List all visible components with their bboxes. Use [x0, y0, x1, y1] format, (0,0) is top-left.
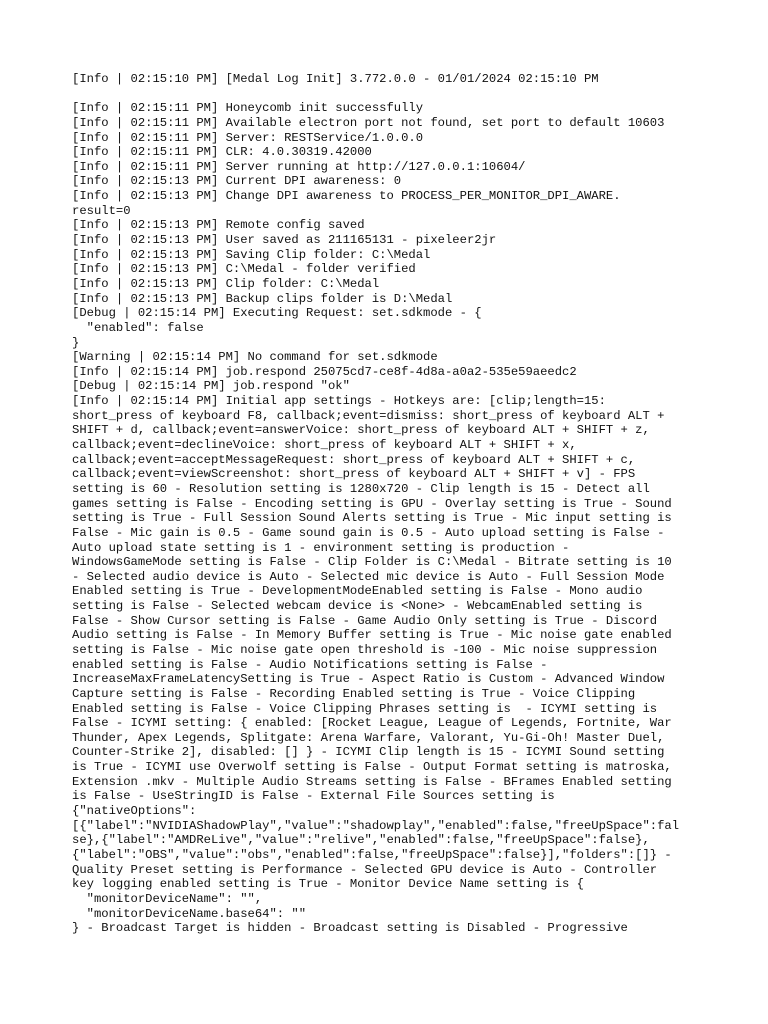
log-line: [Debug | 02:15:14 PM] Executing Request: set.sdkmode - { — [72, 306, 482, 321]
log-line: [Info | 02:15:11 PM] Available electron port not found, set port to default 10603 — [72, 115, 665, 130]
log-line: {"nativeOptions": — [72, 804, 197, 819]
log-line: setting is True - Full Session Sound Alerts setting is True - Mic input setting is — [72, 511, 672, 526]
log-line: callback;event=acceptMessageRequest: short_press of keyboard ALT + SHIFT + c, — [72, 452, 636, 467]
log-line: SHIFT + d, callback;event=answerVoice: short_press of keyboard ALT + SHIFT + z, — [72, 423, 650, 438]
log-line: [Info | 02:15:13 PM] C:\Medal - folder verified — [72, 262, 416, 277]
log-text — [72, 72, 696, 936]
log-line: Quality Preset setting is Performance - Selected GPU device is Auto - Controller — [72, 862, 658, 877]
log-line: se},{"label":"AMDReLive","value":"relive","enabled":false,"freeUpSpace":false}, — [72, 833, 650, 848]
log-line: [Warning | 02:15:14 PM] No command for set.sdkmode — [72, 350, 438, 365]
log-line: False - Mic gain is 0.5 - Game sound gain is 0.5 - Auto upload setting is False - — [72, 525, 665, 540]
log-line: [Info | 02:15:11 PM] Honeycomb init successfully — [72, 101, 424, 116]
log-line: [Info | 02:15:14 PM] Initial app settings - Hotkeys are: [clip;length=15: — [72, 394, 606, 409]
log-line: [Info | 02:15:14 PM] job.respond 25075cd7-ce8f-4d8a-a0a2-535e59aeedc2 — [72, 364, 577, 379]
log-line: enabled setting is False - Audio Notifications setting is False - — [72, 657, 548, 672]
log-line: setting is False - Selected webcam device is <None> - WebcamEnabled setting is — [72, 599, 643, 614]
log-line: callback;event=declineVoice: short_press of keyboard ALT + SHIFT + x, — [72, 438, 577, 453]
log-line: IncreaseMaxFrameLatencySetting is True - Aspect Ratio is Custom - Advanced Window — [72, 672, 665, 687]
log-line: WindowsGameMode setting is False - Clip Folder is C:\Medal - Bitrate setting is 10 — [72, 555, 672, 570]
log-line: [Debug | 02:15:14 PM] job.respond "ok" — [72, 379, 350, 394]
log-line: {"label":"OBS","value":"obs","enabled":false,"freeUpSpace":false}],"folders":[]} - — [72, 847, 672, 862]
log-line: Extension .mkv - Multiple Audio Streams setting is False - BFrames Enabled setting — [72, 774, 672, 789]
log-line: [Info | 02:15:11 PM] CLR: 4.0.30319.42000 — [72, 145, 372, 160]
log-line: setting is 60 - Resolution setting is 1280x720 - Clip length is 15 - Detect all — [72, 481, 650, 496]
blank-line — [72, 87, 696, 102]
log-line: - Selected audio device is Auto - Selected mic device is Auto - Full Session Mode — [72, 569, 665, 584]
log-line: [Info | 02:15:13 PM] Saving Clip folder: C:\Medal — [72, 247, 431, 262]
log-line: games setting is False - Encoding setting is GPU - Overlay setting is True - Sound — [72, 496, 672, 511]
log-line: [Info | 02:15:13 PM] Change DPI awareness to PROCESS_PER_MONITOR_DPI_AWARE. — [72, 189, 621, 204]
log-line: } — [72, 335, 80, 350]
log-line: [Info | 02:15:13 PM] User saved as 211165131 - pixeleer2jr — [72, 233, 497, 248]
log-line: Audio setting is False - In Memory Buffer setting is True - Mic noise gate enabled — [72, 628, 672, 643]
log-line: "monitorDeviceName": "", — [72, 891, 263, 906]
log-line: Enabled setting is True - DevelopmentModeEnabled setting is False - Mono audio — [72, 584, 643, 599]
log-line: False - Show Cursor setting is False - Game Audio Only setting is True - Discord — [72, 613, 658, 628]
log-line: [Info | 02:15:13 PM] Clip folder: C:\Medal — [72, 276, 380, 291]
log-line: [{"label":"NVIDIAShadowPlay","value":"shadowplay","enabled":false,"freeUpSpace":fal — [72, 818, 680, 833]
log-line: [Info | 02:15:11 PM] Server running at http://127.0.0.1:10604/ — [72, 159, 526, 174]
log-line: Capture setting is False - Recording Enabled setting is True - Voice Clipping — [72, 686, 636, 701]
log-line: [Info | 02:15:10 PM] [Medal Log Init] 3.772.0.0 - 01/01/2024 02:15:10 PM — [72, 72, 599, 86]
log-line: Counter-Strike 2], disabled: [] } - ICYMI Clip length is 15 - ICYMI Sound setting — [72, 745, 665, 760]
log-line: [Info | 02:15:13 PM] Remote config saved — [72, 218, 365, 233]
log-line: is False - UseStringID is False - External File Sources setting is — [72, 789, 555, 804]
log-line: short_press of keyboard F8, callback;event=dismiss: short_press of keyboard ALT + — [72, 408, 665, 423]
log-line: Thunder, Apex Legends, Splitgate: Arena Warfare, Valorant, Yu-Gi-Oh! Master Duel, — [72, 730, 665, 745]
log-line: key logging enabled setting is True - Monitor Device Name setting is { — [72, 877, 584, 892]
log-line: } - Broadcast Target is hidden - Broadcast setting is Disabled - Progressive — [72, 921, 628, 936]
log-line: Enabled setting is False - Voice Clipping Phrases setting is - ICYMI setting is — [72, 701, 658, 716]
log-line: False - ICYMI setting: { enabled: [Rocket League, League of Legends, Fortnite, War — [72, 716, 672, 731]
log-line: is True - ICYMI use Overwolf setting is False - Output Format setting is matroska, — [72, 760, 672, 775]
log-line: result=0 — [72, 203, 131, 218]
log-line: setting is False - Mic noise gate open threshold is -100 - Mic noise suppression — [72, 642, 658, 657]
log-line: "monitorDeviceName.base64": "" — [72, 906, 307, 921]
log-line: "enabled": false — [72, 320, 204, 335]
log-line: [Info | 02:15:11 PM] Server: RESTService/1.0.0.0 — [72, 130, 424, 145]
log-line: Auto upload state setting is 1 - environment setting is production - — [72, 540, 570, 555]
log-line: callback;event=viewScreenshot: short_press of keyboard ALT + SHIFT + v] - FPS — [72, 467, 636, 482]
log-line: [Info | 02:15:13 PM] Current DPI awareness: 0 — [72, 174, 402, 189]
log-line: [Info | 02:15:13 PM] Backup clips folder is D:\Medal — [72, 291, 453, 306]
